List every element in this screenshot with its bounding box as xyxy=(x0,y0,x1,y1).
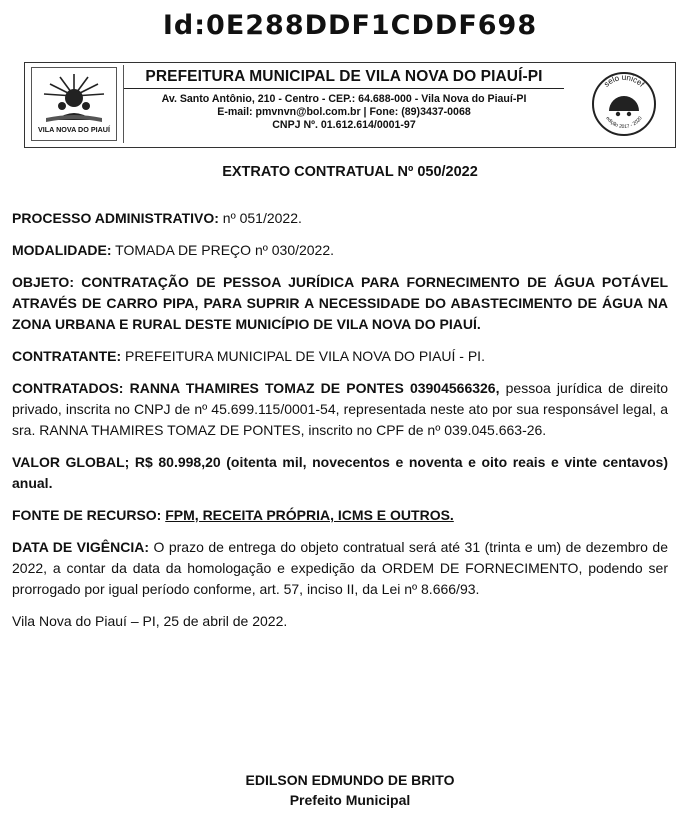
processo-paragraph xyxy=(12,208,668,229)
letterhead-text xyxy=(123,65,564,143)
fonte-value: FPM, RECEITA PRÓPRIA, ICMS E OUTROS. xyxy=(165,507,454,523)
signature-block xyxy=(0,770,700,810)
signatory-role: Prefeito Municipal xyxy=(289,792,411,808)
contratados-name: RANNA THAMIRES TOMAZ DE PONTES 03904566326, xyxy=(123,380,500,396)
objeto-value: CONTRATAÇÃO DE PESSOA JURÍDICA PARA FORNECIMENTO DE ÁGUA POTÁVEL ATRAVÉS DE CARRO PIPA, PARA SUPRIR A NECESSIDADE DO ABASTECIMENTO DE ÁGUA NA ZONA URBANA E RURAL DESTE MUNICÍPIO DE VILA NOVA DO PIAUÍ. xyxy=(12,274,668,332)
document-id: Id:0E288DDF1CDDF698 xyxy=(162,10,538,41)
letterhead-address: Av. Santo Antônio, 210 - Centro - CEP.: 64.688-000 - Vila Nova do Piauí-PI xyxy=(161,93,527,105)
fonte-label: FONTE DE RECURSO: xyxy=(12,507,162,523)
place-date: Vila Nova do Piauí – PI, 25 de abril de 2022. xyxy=(12,613,288,629)
fonte-paragraph xyxy=(12,505,668,526)
vigencia-value: O prazo de entrega do objeto contratual será até 31 (trinta e um) de dezembro de 2022, a contar da data da homologação e expedição da ORDEM DE FORNECIMENTO, podendo ser prorrogado por igual período conforme, art. 57, inciso II, da Lei nº 8.666/93. xyxy=(12,539,669,597)
letterhead xyxy=(24,62,676,148)
letterhead-cnpj: CNPJ Nº. 01.612.614/0001-97 xyxy=(272,119,416,131)
municipal-logo xyxy=(31,67,117,141)
vigencia-label: DATA DE VIGÊNCIA: xyxy=(12,539,150,555)
modalidade-paragraph xyxy=(12,240,668,261)
processo-value: nº 051/2022. xyxy=(218,210,302,226)
contratados-value: pessoa jurídica de direito privado, inscrita no CNPJ de nº 45.699.115/0001-54, representada neste ato por sua responsável legal, a sra. RANNA THAMIRES TOMAZ DE PONTES, inscrito no CPF de nº 039.045.663-26. xyxy=(12,380,668,438)
valor-paragraph: VALOR GLOBAL; R$ 80.998,20 (oitenta mil, novecentos e noventa e oito reais e vinte centavos) anual. xyxy=(12,454,668,491)
objeto-paragraph xyxy=(12,272,668,335)
seal-bottom-text: edição 2017 - 2020 xyxy=(604,115,644,131)
objeto-label: OBJETO: xyxy=(12,274,74,290)
letterhead-contact: E-mail: pmvnvn@bol.com.br | Fone: (89)3437-0068 xyxy=(217,106,471,118)
vigencia-paragraph xyxy=(12,537,668,600)
unicef-seal-icon xyxy=(591,71,657,137)
contratados-paragraph xyxy=(12,378,668,441)
logo-text: VILA NOVA DO PIAUÍ xyxy=(37,125,111,134)
logo-emblem-icon xyxy=(32,68,116,140)
svg-text:edição 2017 - 2020 xyxy=(604,115,643,130)
modalidade-value: TOMADA DE PREÇO nº 030/2022. xyxy=(111,242,335,258)
document-body xyxy=(12,208,668,643)
seal-top-text: selo unicef xyxy=(602,73,647,89)
processo-label: PROCESSO ADMINISTRATIVO: xyxy=(12,210,219,226)
document-title: EXTRATO CONTRATUAL Nº 050/2022 xyxy=(222,164,478,180)
modalidade-label: MODALIDADE: xyxy=(12,242,112,258)
contratante-value: PREFEITURA MUNICIPAL DE VILA NOVA DO PIAUÍ - PI. xyxy=(121,348,485,364)
contratante-paragraph xyxy=(12,346,668,367)
letterhead-title: PREFEITURA MUNICIPAL DE VILA NOVA DO PIAUÍ-PI xyxy=(124,68,564,89)
contratante-label: CONTRATANTE: xyxy=(12,348,122,364)
svg-text:selo unicef xyxy=(602,73,647,89)
contratados-label: CONTRATADOS: xyxy=(12,380,124,396)
signatory-name: EDILSON EDMUNDO DE BRITO xyxy=(245,772,455,788)
